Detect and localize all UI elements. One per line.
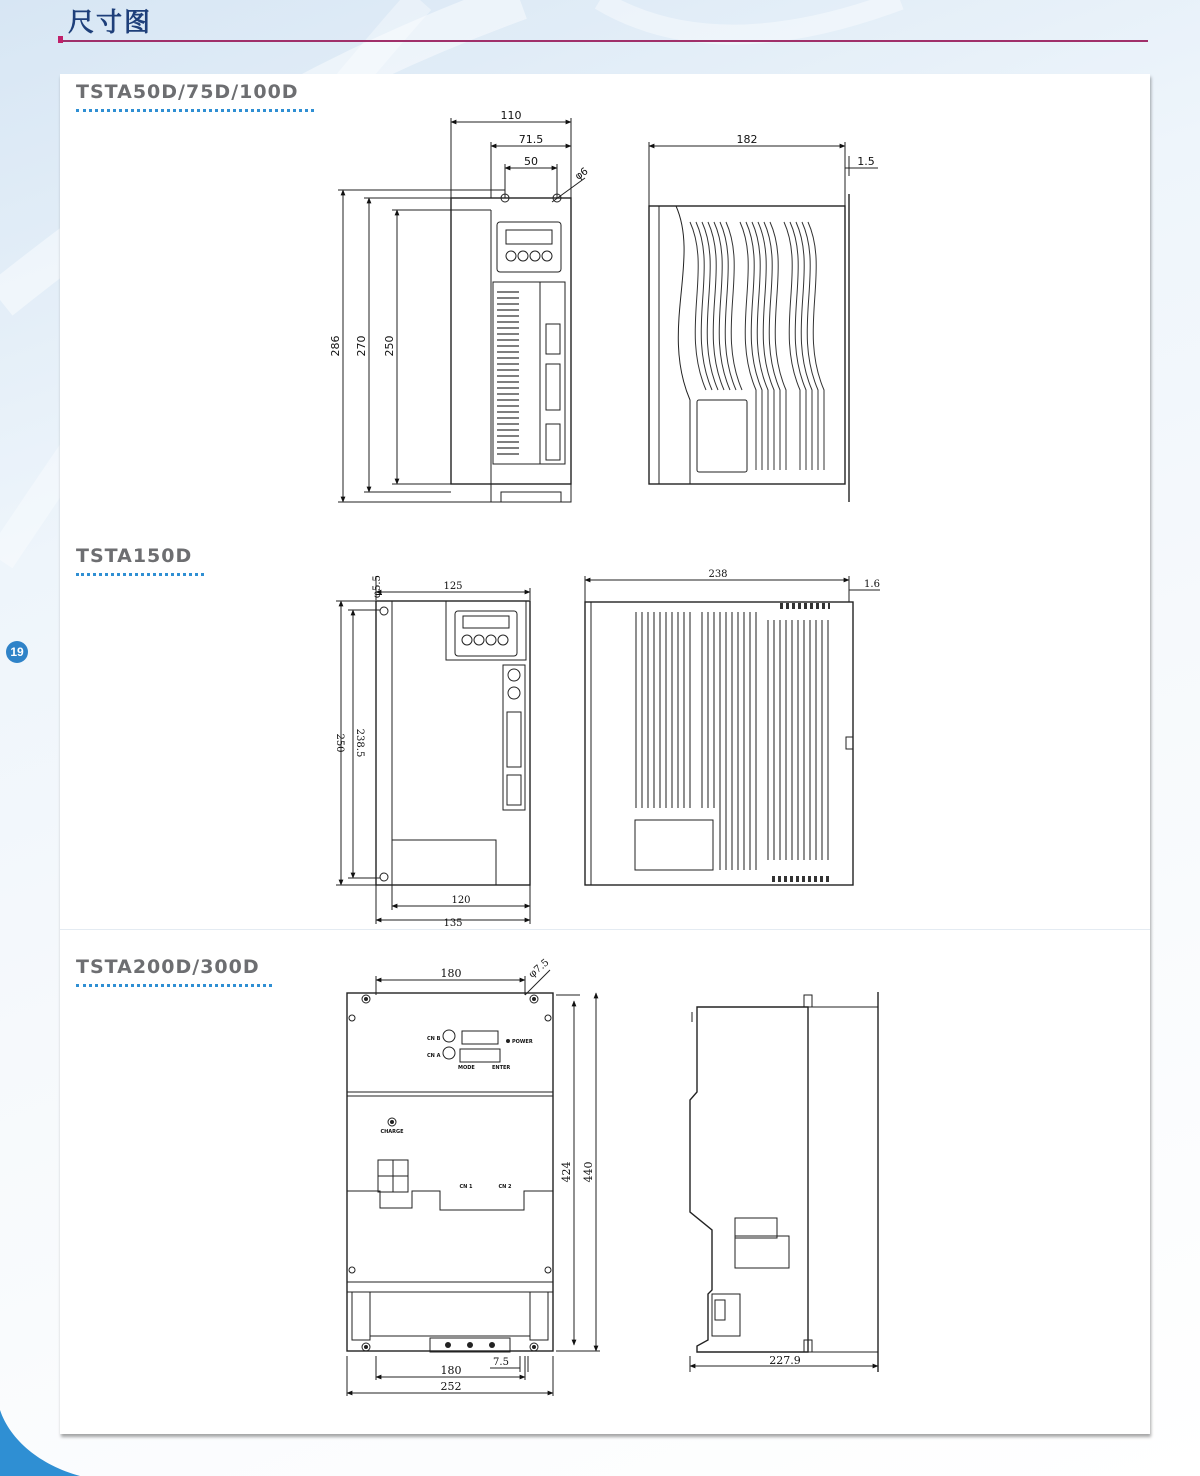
- model-title-1: TSTA50D/75D/100D: [76, 81, 299, 103]
- page-number-badge: 19: [6, 641, 28, 663]
- s3-dim-height-total: 440: [582, 1161, 595, 1183]
- s3-label-charge: CHARGE: [380, 1129, 404, 1135]
- section3-side-view: [690, 992, 878, 1372]
- s3-dim-top: 180: [440, 967, 462, 980]
- section3-front-fill: [364, 997, 536, 1349]
- s3-label-power: POWER: [512, 1039, 533, 1045]
- section1-side-vents: [690, 222, 824, 470]
- section1-front-view: [338, 118, 585, 502]
- s2-dim-height-total: 250: [334, 733, 345, 753]
- s1-dim-hole-dia: φ6: [573, 166, 591, 183]
- s3-label-cn-b: CN B: [427, 1036, 441, 1042]
- s1-dim-height-total: 286: [329, 335, 342, 357]
- s1-side-dim-flange: 1.5: [857, 155, 875, 168]
- s1-side-dim-depth: 182: [736, 133, 758, 146]
- s2-dim-hole-dia: φ5.5: [372, 575, 383, 598]
- s3-label-enter: ENTER: [492, 1065, 511, 1071]
- s3-dim-hole-dia: φ7.5: [526, 957, 552, 981]
- s3-label-mode: MODE: [458, 1065, 475, 1071]
- s3-side-dim-depth: 227.9: [769, 1354, 801, 1367]
- model-title-3: TSTA200D/300D: [76, 956, 260, 978]
- section2-side-vents: [636, 606, 832, 879]
- s2-dim-bottom-inner: 120: [451, 895, 471, 906]
- s3-dim-bottom-total: 252: [440, 1380, 462, 1393]
- s2-dim-bottom-total: 135: [443, 918, 463, 929]
- section1-front-vents: [497, 292, 519, 454]
- model-title-2: TSTA150D: [76, 545, 193, 567]
- s2-dim-height-mid: 238.5: [354, 728, 365, 758]
- s1-dim-height-inner: 250: [383, 335, 396, 357]
- page-title: 尺寸图: [68, 8, 153, 38]
- s3-label-cn1: CN 1: [459, 1184, 473, 1190]
- s3-label-cn2: CN 2: [498, 1184, 512, 1190]
- s1-dim-width: 110: [500, 109, 522, 122]
- s3-dim-bottom-inner: 180: [440, 1364, 462, 1377]
- s2-side-dim-flange: 1.6: [864, 579, 880, 590]
- s3-dim-offset: 7.5: [493, 1357, 509, 1368]
- s1-dim-inner: 50: [524, 155, 538, 168]
- s1-dim-height-mid: 270: [355, 335, 368, 357]
- s2-dim-top: 125: [443, 581, 463, 592]
- s1-dim-hole-span: 71.5: [518, 133, 544, 146]
- s2-side-dim-depth: 238: [708, 569, 728, 580]
- s3-dim-height-mid: 424: [560, 1161, 573, 1183]
- s3-label-cn-a: CN A: [427, 1053, 441, 1059]
